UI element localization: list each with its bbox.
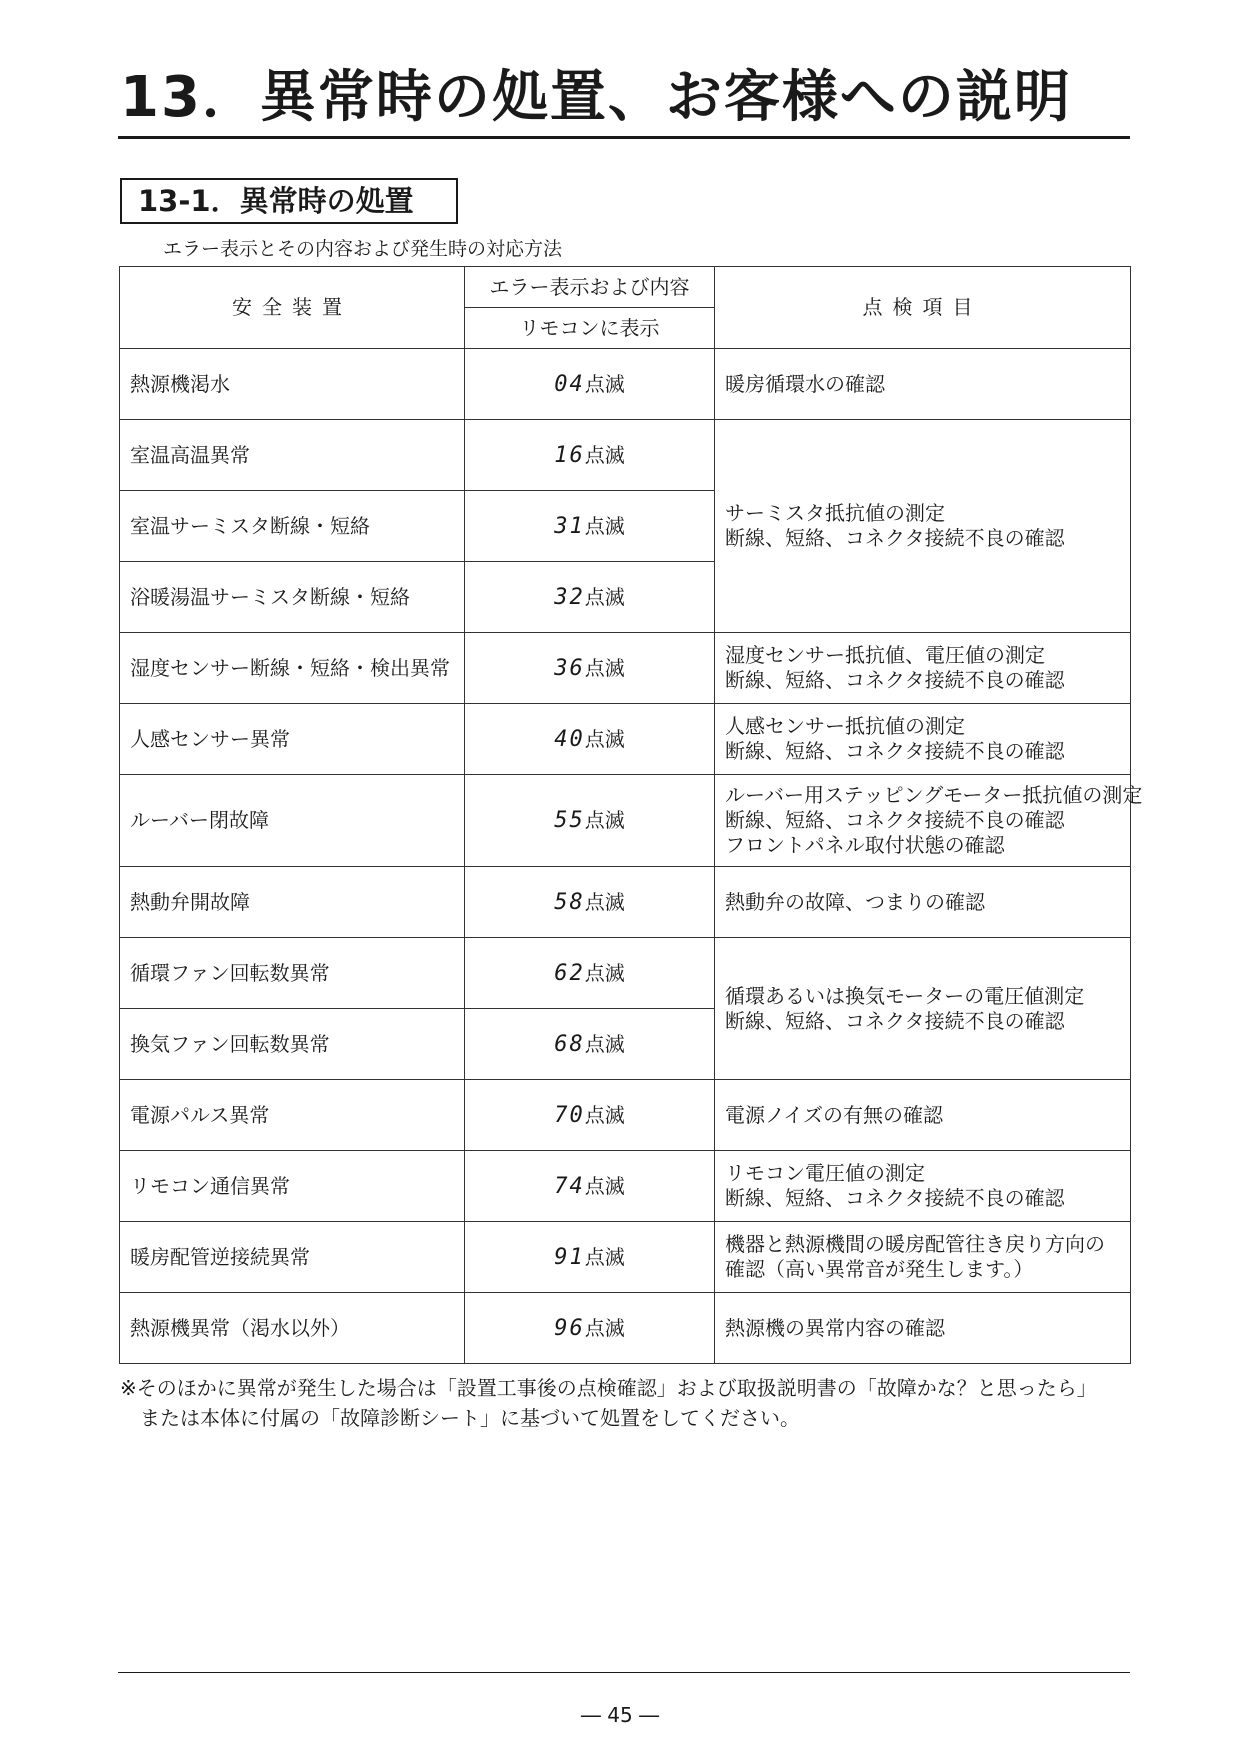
error-code: 58: [554, 889, 585, 915]
device-name: 熱源機異常（渇水以外）: [120, 1293, 465, 1364]
header-error-group: エラー表示および内容: [465, 267, 715, 308]
blink-label: 点滅: [584, 584, 625, 609]
table-row: [120, 1151, 1131, 1222]
blink-label: 点滅: [584, 1244, 625, 1269]
check-item: 熱動弁の故障、つまりの確認: [715, 867, 1131, 938]
error-code: 62: [554, 960, 585, 986]
error-code-cell: [465, 867, 715, 938]
blink-label: 点滅: [584, 726, 625, 751]
table-row: [120, 704, 1131, 775]
error-code-cell: [465, 1151, 715, 1222]
error-code-cell: [465, 349, 715, 420]
blink-label: 点滅: [584, 1031, 625, 1056]
check-item: 熱源機の異常内容の確認: [715, 1293, 1131, 1364]
error-code-cell: [465, 633, 715, 704]
device-name: 熱源機渇水: [120, 349, 465, 420]
blink-label: 点滅: [584, 371, 625, 396]
table-row: [120, 633, 1131, 704]
check-item-fan: 循環あるいは換気モーターの電圧値測定 断線、短絡、コネクタ接続不良の確認: [715, 938, 1131, 1080]
blink-label: 点滅: [584, 513, 625, 538]
error-code: 96: [554, 1315, 585, 1341]
check-item: リモコン電圧値の測定 断線、短絡、コネクタ接続不良の確認: [715, 1151, 1131, 1222]
check-item-thermistor: サーミスタ抵抗値の測定 断線、短絡、コネクタ接続不良の確認: [715, 420, 1131, 633]
device-name: 暖房配管逆接続異常: [120, 1222, 465, 1293]
device-name: 人感センサー異常: [120, 704, 465, 775]
device-name: 浴暖湯温サーミスタ断線・短絡: [120, 562, 465, 633]
blink-label: 点滅: [584, 1173, 625, 1198]
table-row: [120, 1222, 1131, 1293]
error-code-cell: [465, 1009, 715, 1080]
table-row: [120, 1293, 1131, 1364]
device-name: 室温高温異常: [120, 420, 465, 491]
table-caption: エラー表示とその内容および発生時の対応方法: [163, 238, 563, 260]
blink-label: 点滅: [584, 442, 625, 467]
device-name: リモコン通信異常: [120, 1151, 465, 1222]
device-name: 熱動弁開故障: [120, 867, 465, 938]
error-code: 68: [554, 1031, 585, 1057]
table-row: [120, 349, 1131, 420]
error-code: 32: [554, 584, 585, 610]
page-title: 13．異常時の処置、お客様への説明: [120, 65, 1072, 130]
check-item: 人感センサー抵抗値の測定 断線、短絡、コネクタ接続不良の確認: [715, 704, 1131, 775]
error-code: 40: [554, 726, 585, 752]
check-item: 機器と熱源機間の暖房配管往き戻り方向の 確認（高い異常音が発生します。）: [715, 1222, 1131, 1293]
footnote-line-1: ※そのほかに異常が発生した場合は「設置工事後の点検確認」および取扱説明書の「故障かな？と思ったら」: [120, 1376, 1097, 1400]
table-row: [120, 775, 1131, 867]
table-row: [120, 867, 1131, 938]
device-name: 湿度センサー断線・短絡・検出異常: [120, 633, 465, 704]
table-row: [120, 420, 1131, 491]
footnote: [120, 1373, 1140, 1433]
device-name: 電源パルス異常: [120, 1080, 465, 1151]
page-number: ― 45 ―: [580, 1703, 660, 1727]
device-name: 循環ファン回転数異常: [120, 938, 465, 1009]
error-code-cell: [465, 1222, 715, 1293]
error-code: 31: [554, 513, 585, 539]
error-code: 91: [554, 1244, 585, 1270]
error-code-cell: [465, 1080, 715, 1151]
section-heading: 13-1．異常時の処置: [120, 178, 458, 224]
header-check: 点検項目: [715, 267, 1131, 349]
footnote-line-2: または本体に付属の「故障診断シート」に基づいて処置をしてください。: [140, 1406, 800, 1430]
header-device: 安全装置: [120, 267, 465, 349]
error-code: 36: [554, 655, 585, 681]
blink-label: 点滅: [584, 808, 625, 832]
error-code-cell: [465, 704, 715, 775]
device-name: 室温サーミスタ断線・短絡: [120, 491, 465, 562]
error-code-cell: [465, 938, 715, 1009]
check-item: 暖房循環水の確認: [715, 349, 1131, 420]
error-code-cell: [465, 491, 715, 562]
title-underline: [118, 136, 1130, 139]
table-row: [120, 938, 1131, 1009]
blink-label: 点滅: [584, 1315, 625, 1340]
error-code-cell: [465, 420, 715, 491]
blink-label: 点滅: [584, 655, 625, 680]
check-item: ルーバー用ステッピングモーター抵抗値の測定 断線、短絡、コネクタ接続不良の確認 フロントパネル取付状態の確認: [715, 775, 1131, 867]
check-item: 電源ノイズの有無の確認: [715, 1080, 1131, 1151]
table-row: [120, 1080, 1131, 1151]
error-code-cell: [465, 1293, 715, 1364]
error-code-cell: [465, 775, 715, 867]
blink-label: 点滅: [584, 960, 625, 985]
error-code: 55: [554, 808, 585, 833]
error-code-table: [119, 266, 1143, 1364]
footer-rule: [118, 1672, 1130, 1673]
error-code: 04: [554, 371, 585, 397]
device-name: 換気ファン回転数異常: [120, 1009, 465, 1080]
blink-label: 点滅: [584, 1102, 625, 1127]
device-name: ルーバー閉故障: [120, 775, 465, 867]
check-item: 湿度センサー抵抗値、電圧値の測定 断線、短絡、コネクタ接続不良の確認: [715, 633, 1131, 704]
blink-label: 点滅: [584, 889, 625, 914]
error-code: 74: [554, 1173, 585, 1199]
error-code-cell: [465, 562, 715, 633]
error-code: 16: [554, 442, 585, 468]
error-code: 70: [554, 1102, 585, 1128]
header-remote-display: リモコンに表示: [465, 308, 715, 349]
